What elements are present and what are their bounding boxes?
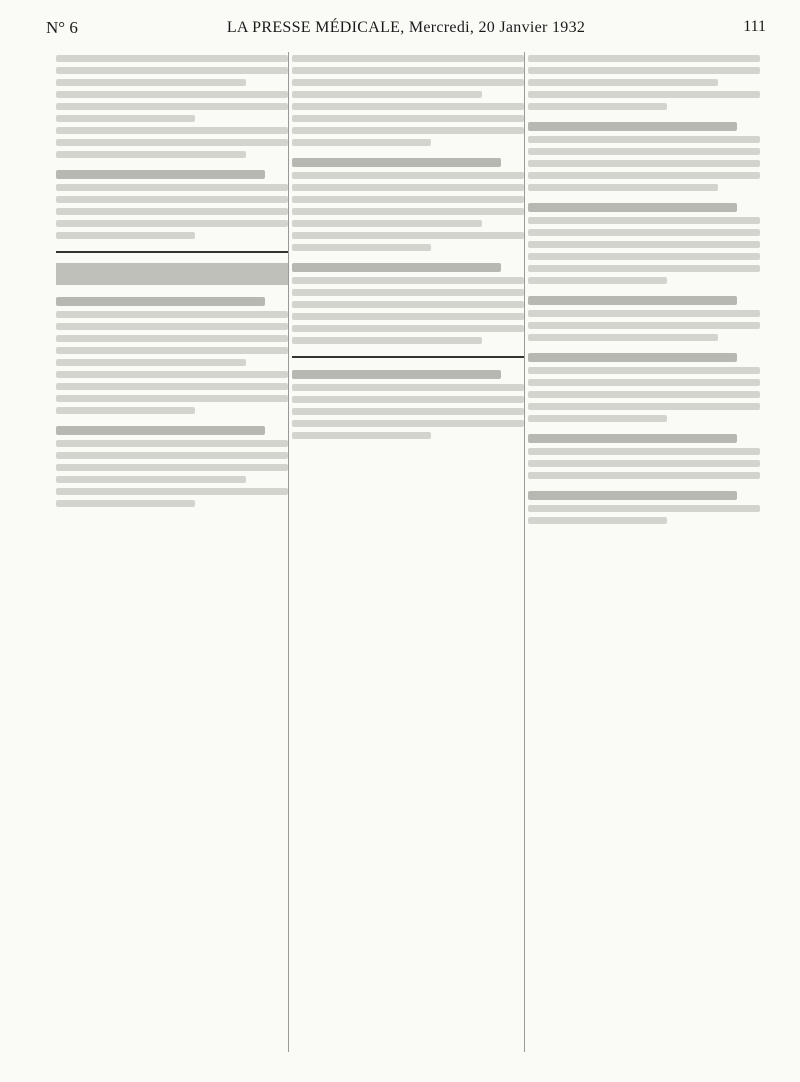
page-header [46, 18, 766, 42]
running-title: LA PRESSE MÉDICALE, Mercredi, 20 Janvier 1932 [226, 19, 586, 36]
section-banner [56, 263, 288, 285]
column-left [56, 50, 288, 1060]
column-divider [524, 52, 525, 1052]
column-middle [292, 50, 524, 1060]
column-right [528, 50, 760, 1060]
page-number: 111 [743, 18, 766, 35]
issue-number: N° 6 [46, 18, 78, 37]
column-divider [288, 52, 289, 1052]
